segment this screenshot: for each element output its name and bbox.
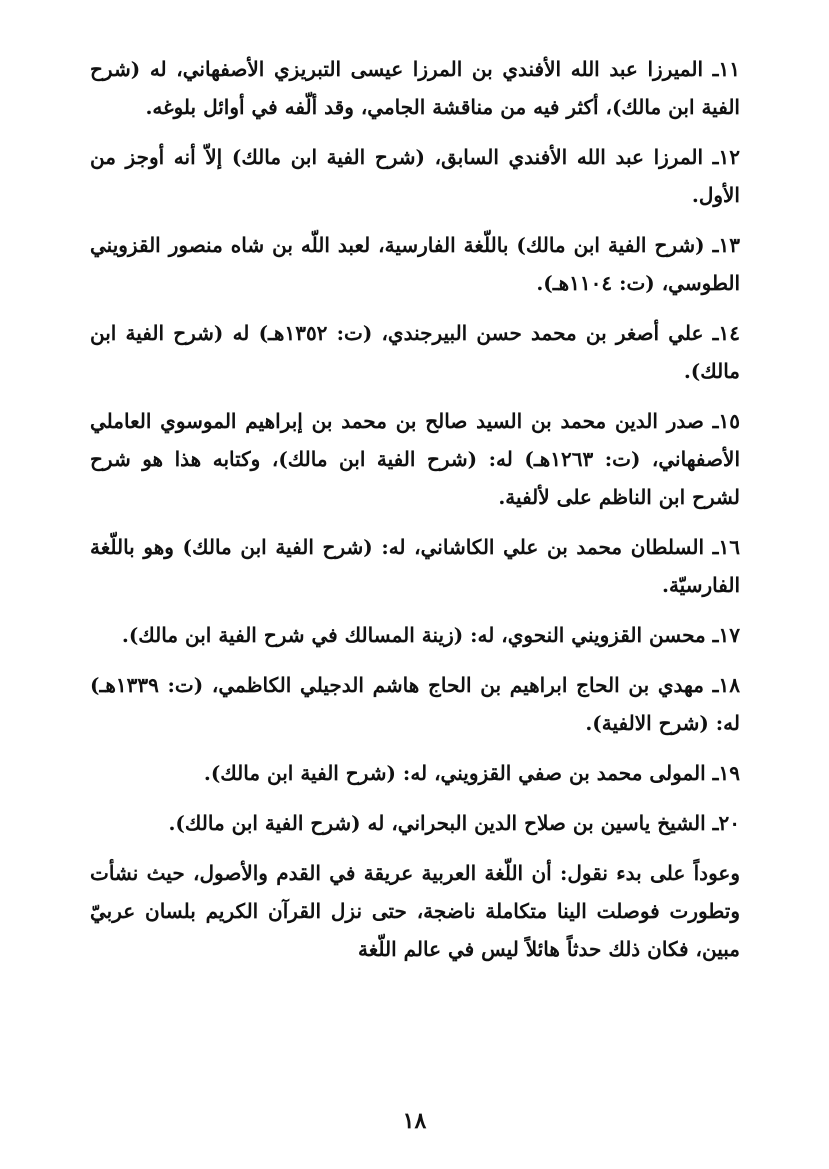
page-body [90,50,740,968]
entry-20: ٢٠ـ الشيخ ياسين بن صلاح الدين البحراني، له (شرح الفية ابن مالك). [168,811,740,835]
entry-12: ١٢ـ المرزا عبد الله الأفندي السابق، (شرح الفية ابن مالك) إلاّ أنه أوجز من الأول. [90,145,740,207]
entry-19: ١٩ـ المولى محمد بن صفي القزويني، له: (شرح الفية ابن مالك). [203,761,740,785]
entry-11: ١١ـ الميرزا عبد الله الأفندي بن المرزا عيسى التبريزي الأصفهاني، له (شرح الفية ابن مالك)، أكثر فيه من مناقشة الجامي، وقد ألّفه في أوائل بلوغه. [90,57,740,119]
entry-13: ١٣ـ (شرح الفية ابن مالك) باللّغة الفارسية، لعبد اللّه بن شاه منصور القزويني الطوسي، (ت: ١١٠٤هـ). [90,233,740,295]
entry-16: ١٦ـ السلطان محمد بن علي الكاشاني، له: (شرح الفية ابن مالك) وهو باللّغة الفارسيّة. [90,535,740,597]
entry-17: ١٧ـ محسن القزويني النحوي، له: (زينة المسالك في شرح الفية ابن مالك). [121,623,740,647]
closing-paragraph: وعوداً على بدء نقول: أن اللّغة العربية عريقة في القدم والأصول، حيث نشأت وتطورت فوصلت الينا متكاملة ناضجة، حتى نزل القرآن الكريم بلسان عربيّ مبين، فكان ذلك حدثاً هائلاً ليس في عالم اللّغة [90,861,740,961]
entry-15: ١٥ـ صدر الدين محمد بن السيد صالح بن محمد بن إبراهيم الموسوي العاملي الأصفهاني، (ت: ١٢٦٣هـ) له: (شرح الفية ابن مالك)، وكتابه هذا هو شرح لشرح ابن الناظم على لألفية. [90,409,740,509]
entry-14: ١٤ـ علي أصغر بن محمد حسن البيرجندي، (ت: ١٣٥٢هـ) له (شرح الفية ابن مالك). [90,321,740,383]
entry-18: ١٨ـ مهدي بن الحاج ابراهيم بن الحاج هاشم الدجيلي الكاظمي، (ت: ١٣٣٩هـ) له: (شرح الالفية). [90,673,740,735]
page-number: ١٨ [402,1108,427,1134]
